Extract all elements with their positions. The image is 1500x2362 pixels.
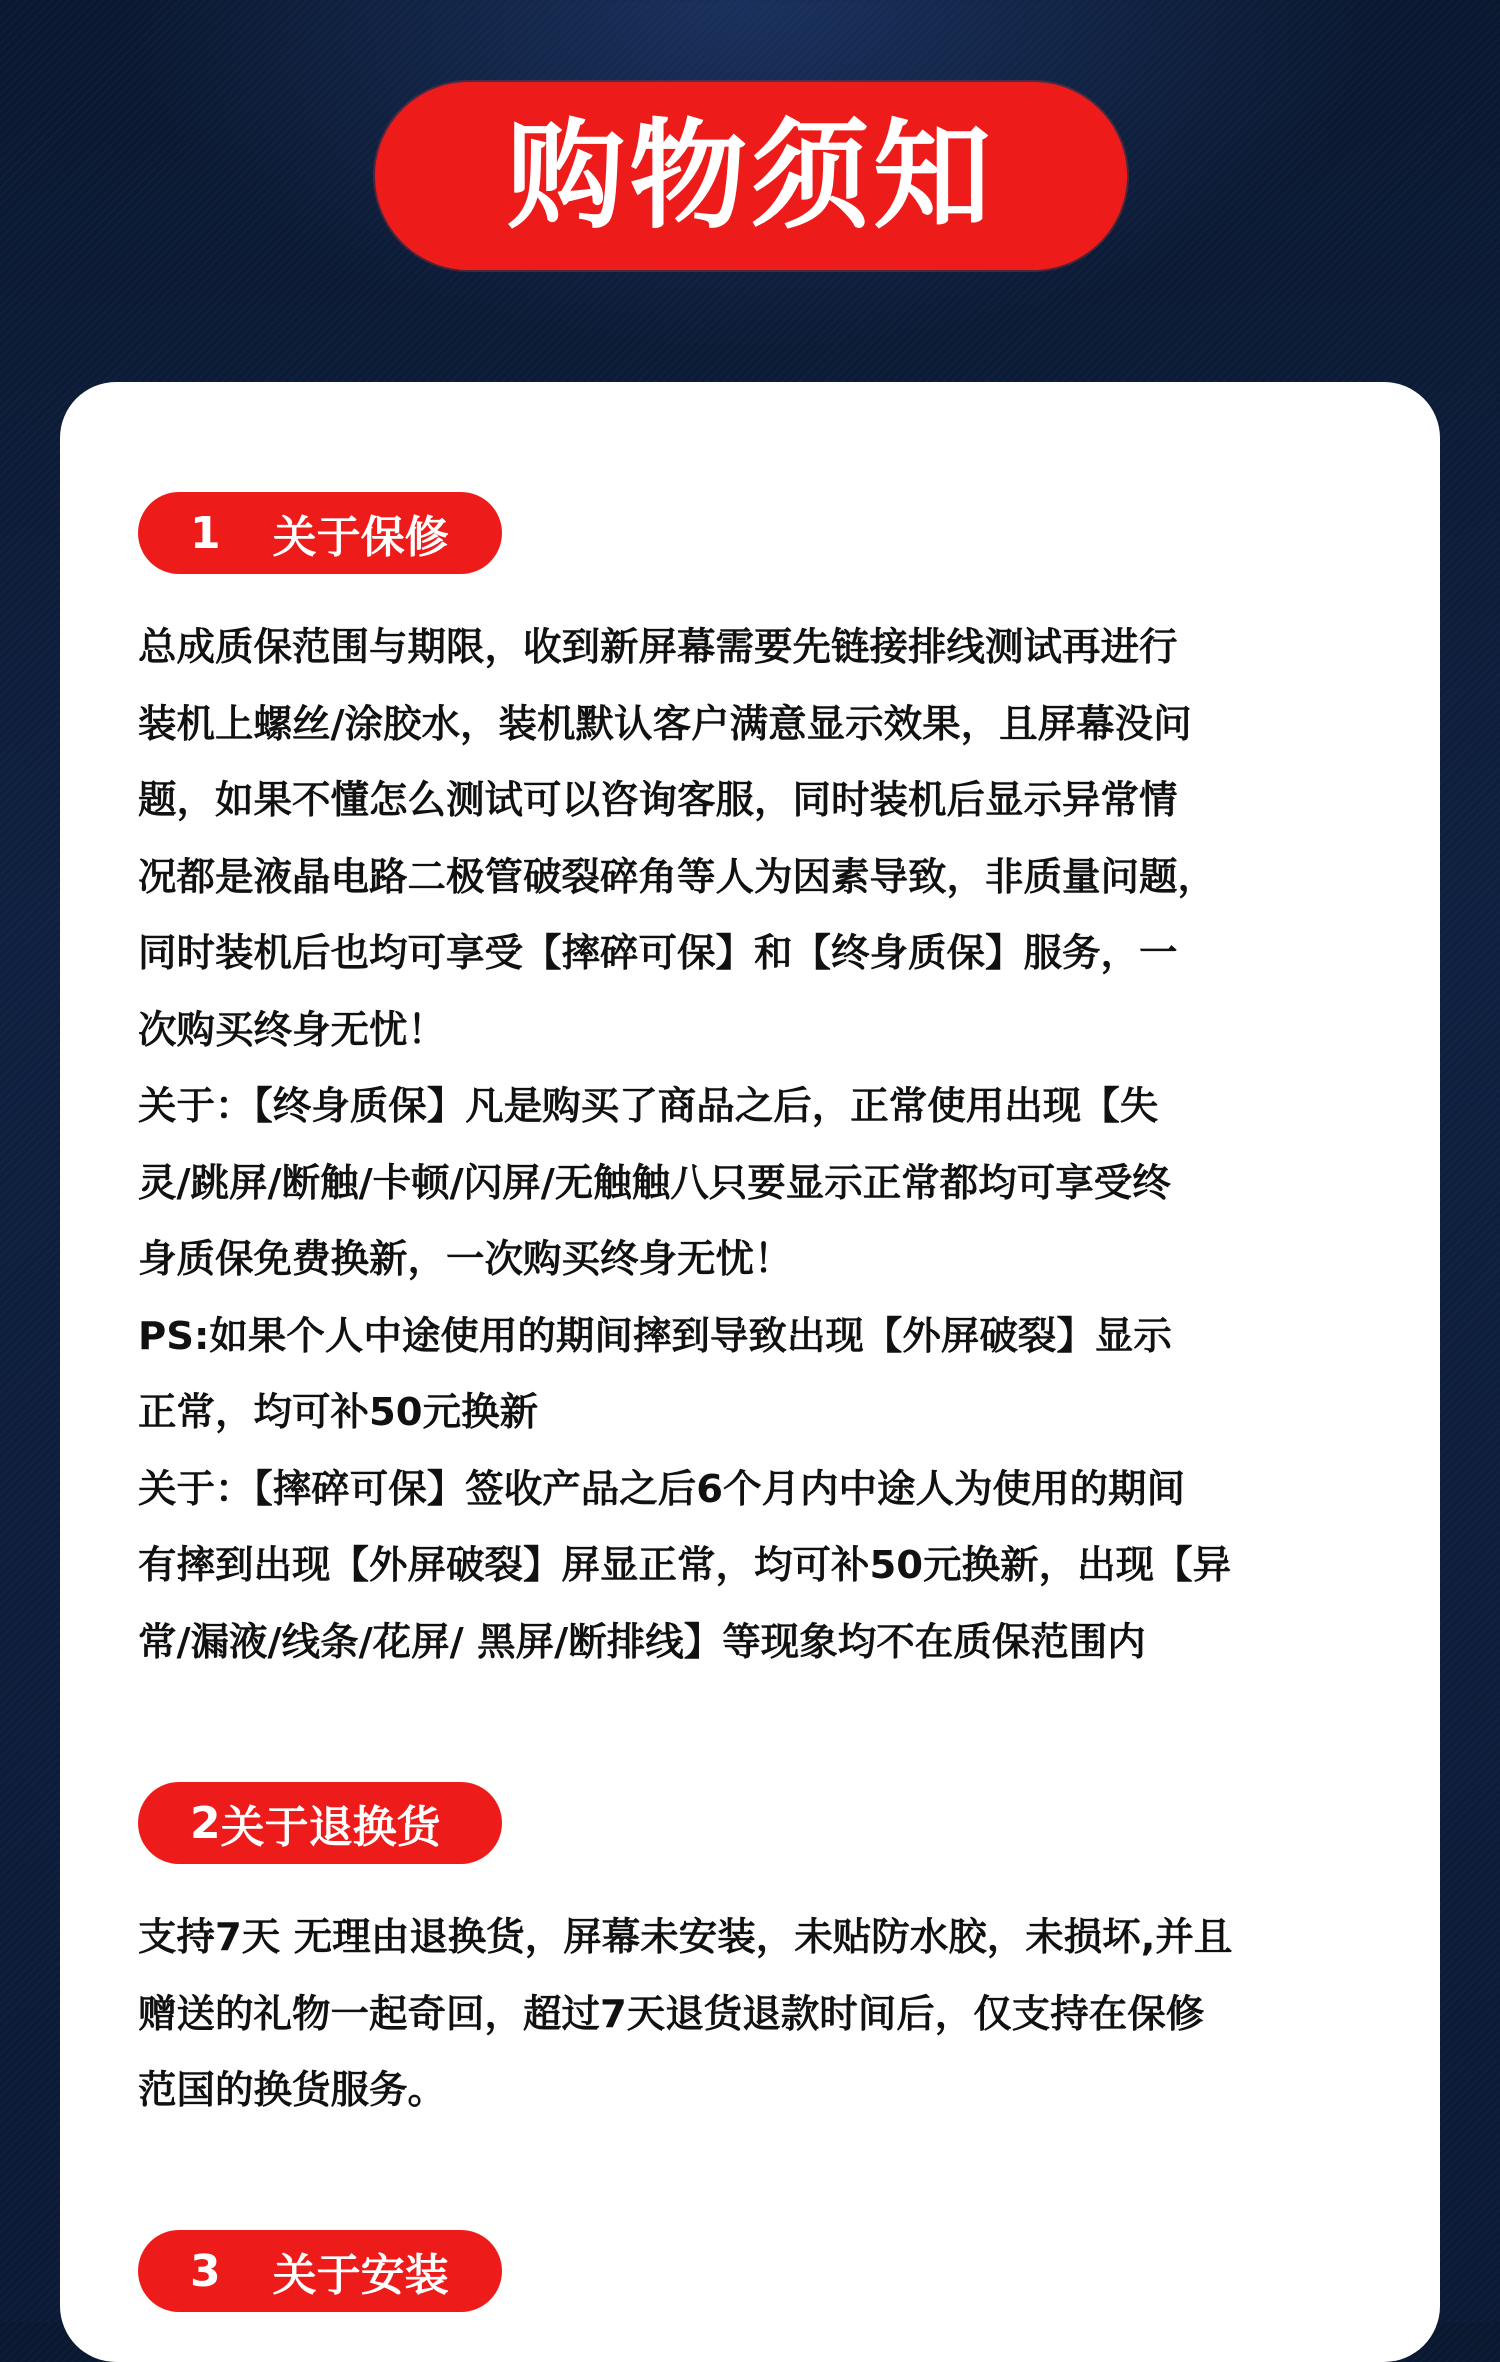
paragraph-line: 身质保免费换新，一次购买终身无忧！ (138, 1237, 793, 1282)
section-title: 关于退换货 (220, 1802, 441, 1853)
paragraph-line: 灵/跳屏/断触/卡顿/闪屏/无触触八只要显示正常都均可享受终 (138, 1160, 1171, 1206)
section-heading-installation (138, 2230, 502, 2312)
section-title: 关于保修 (272, 512, 449, 563)
paragraph-line: 范国的换货服务。 (138, 2068, 447, 2113)
section-number: 2 (190, 1797, 221, 1849)
paragraph-line: 次购买终身无忧！ (138, 1007, 447, 1053)
page-title: 购物须知 (506, 107, 995, 245)
section-body-returns (138, 1900, 1398, 2130)
section-body-warranty (138, 610, 1398, 1681)
paragraph-line: 赠送的礼物一起奇回，超过7天退货退款时间后，仅支持在保修 (138, 1991, 1205, 2037)
paragraph-line: 正常，均可补50元换新 (138, 1390, 539, 1435)
paragraph-line: 同时装机后也均可享受【摔碎可保】和【终身质保】服务，一 (138, 931, 1178, 976)
section-returns (138, 1782, 1398, 2130)
paragraph-line: 常/漏液/线条/花屏/ 黑屏/断排线】等现象均不在质保范围内 (138, 1619, 1146, 1665)
section-number: 3 (190, 2245, 221, 2297)
paragraph-line: 关于：【终身质保】凡是购买了商品之后，正常使用出现【失 (138, 1084, 1159, 1129)
section-heading-warranty (138, 492, 502, 574)
notice-card (60, 382, 1440, 2362)
section-title: 关于安装 (272, 2250, 449, 2301)
section-number: 1 (190, 507, 221, 559)
section-heading-returns (138, 1782, 502, 1864)
paragraph-line: 总成质保范围与期限，收到新屏幕需要先链接排线测试再进行 (138, 625, 1178, 670)
paragraph-line: 装机上螺丝/涂胶水，装机默认客户满意显示效果，且屏幕没问 (138, 701, 1192, 747)
page-title-banner (375, 82, 1127, 270)
paragraph-line: 况都是液晶电路二极管破裂碎角等人为因素导致，非质量问题， (138, 854, 1217, 900)
section-warranty (138, 492, 1398, 1681)
paragraph-line: 关于：【摔碎可保】签收产品之后6个月内中途人为使用的期间 (138, 1466, 1186, 1512)
section-installation (138, 2230, 1398, 2312)
paragraph-line: 支持7天 无理由退换货，屏幕未安装，未贴防水胶，未损坏,并且 (138, 1915, 1233, 1960)
paragraph-line: 题，如果不懂怎么测试可以咨询客服，同时装机后显示异常情 (138, 778, 1178, 823)
paragraph-line: 有摔到出现【外屏破裂】屏显正常，均可补50元换新，出现【异 (138, 1543, 1232, 1588)
paragraph-line: PS:如果个人中途使用的期间摔到导致出现【外屏破裂】显示 (138, 1313, 1172, 1359)
